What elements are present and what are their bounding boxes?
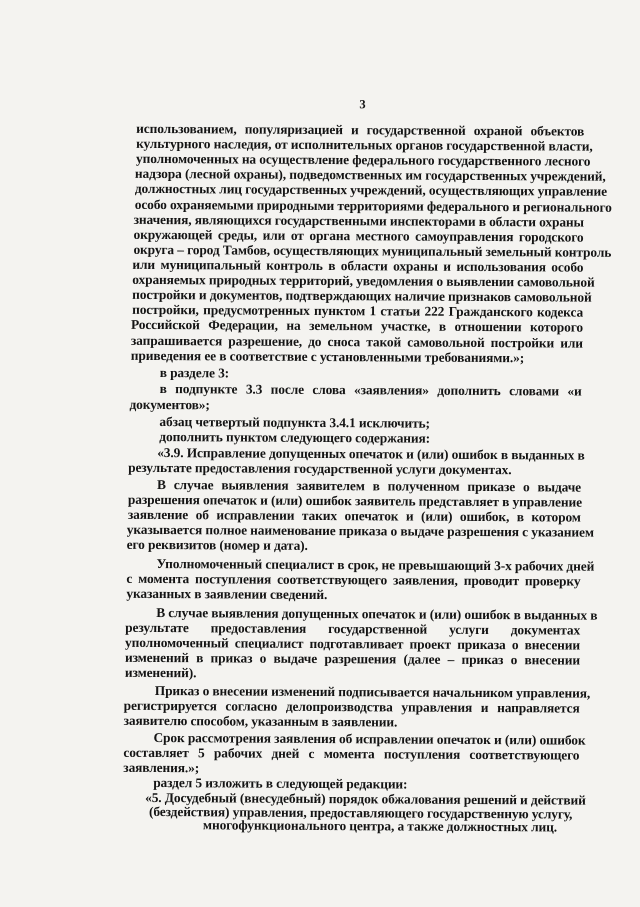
text-line: разрешения опечаток и (или) ошибок заявитель представляет в управление <box>127 491 583 510</box>
text-line: «5. Досудебный (внесудебный) порядок обжалования решений и действий <box>145 790 586 808</box>
text-line: регистрируется согласно делопроизводства управления и направляется <box>123 697 580 716</box>
text-line: окружающей среды, или от органа местного самоуправления городского <box>133 226 584 245</box>
text-line: в разделе 3: <box>159 364 230 381</box>
text-line: раздел 5 изложить в следующей редакции: <box>153 775 408 792</box>
text-line: В случае выявления заявителем в полученном приказе о выдаче <box>156 476 582 495</box>
page-number: 3 <box>359 97 366 112</box>
text-line: документов»; <box>129 396 210 412</box>
text-line: должностных лиц государственных учреждений, осуществляющих управление <box>134 181 608 200</box>
text-line: указанных в заявлении сведений. <box>126 585 328 602</box>
text-line: его реквизитов (номер и дата). <box>126 536 308 553</box>
text-line: округа – город Тамбов, осуществляющих муниципальный земельный контроль <box>133 241 612 260</box>
text-line: охраняемых природных территорий, уведомления о выявлении самовольной <box>132 271 595 290</box>
text-line: «3.9. Исправление допущенных опечаток и (или) ошибок в выданных в <box>157 444 585 463</box>
text-line: приведения ее в соответствие с установленными требованиями.»; <box>130 347 525 365</box>
text-line: абзац четвертый подпункта 3.4.1 исключить; <box>159 414 430 431</box>
text-line: дополнить пунктом следующего содержания: <box>159 429 431 447</box>
text-line: или муниципальный контроль в области охраны и использования особо <box>132 256 584 275</box>
text-line: уполномоченных на осуществление федерального государственного лесного <box>135 151 591 169</box>
text-line: Российской Федерации, на земельном участке, в отношении которого <box>130 317 584 336</box>
text-line: (бездействия) управления, предоставляющего государственную услугу, <box>148 803 573 822</box>
text-line: заявление об исправлении таких опечаток и (или) ошибок, в котором <box>127 506 581 525</box>
text-line: составляет 5 рабочих дней с момента поступления соответствующего <box>123 744 580 763</box>
text-line: многофункционального центра, а также должностных лиц. <box>202 817 558 835</box>
text-line: с момента поступления соответствующего заявления, проводит проверку <box>126 570 581 589</box>
text-line: результате предоставления государственной услуги документах <box>125 619 581 638</box>
text-line: заявления.»; <box>123 759 200 776</box>
text-line: постройки, предусмотренных пунктом 1 статьи 222 Гражданского кодекса <box>132 302 584 320</box>
text-line: в подпункте 3.3 после слова «заявления» дополнить словами «и <box>159 381 582 399</box>
text-line: Срок рассмотрения заявления об исправлении опечаток и (или) ошибок <box>153 729 586 748</box>
text-line: надзора (лесной охраны), подведомственных им государственных учреждений, <box>134 166 606 185</box>
text-line: Уполномоченный специалист в срок, не превышающий 3-х рабочих дней <box>156 555 595 574</box>
text-line: Приказ о внесении изменений подписывается начальником управления, <box>154 682 591 701</box>
text-line: результате предоставления государственной услуги документах. <box>128 459 512 477</box>
text-line: постройки и документов, подтверждающих наличие признаков самовольной <box>132 287 592 305</box>
text-line: указывается полное наименование приказа о выдаче разрешения с указанием <box>126 521 594 540</box>
text-line: использованием, популяризацией и государственной охраной объектов <box>136 120 585 139</box>
text-line: культурного наследия, от исполнительных органов государственной власти, <box>136 135 593 154</box>
text-line: заявителю способом, указанным в заявлении. <box>123 712 398 730</box>
text-line: изменений). <box>124 664 197 681</box>
text-line: изменений в приказ о выдаче разрешения (далее – приказ о внесении <box>124 649 581 668</box>
text-line: В случае выявления допущенных опечаток и (или) ошибок в выданных в <box>156 604 598 623</box>
text-line: запрашивается разрешение, до сноса такой самовольной постройки или <box>130 332 583 351</box>
text-line: уполномоченный специалист подготавливает проект приказа о внесении <box>125 634 581 653</box>
text-line: особо охраняемыми природными территориями федерального и регионального <box>134 196 612 215</box>
text-line: значения, являющихся государственными инспекторами в области охраны <box>133 211 584 230</box>
